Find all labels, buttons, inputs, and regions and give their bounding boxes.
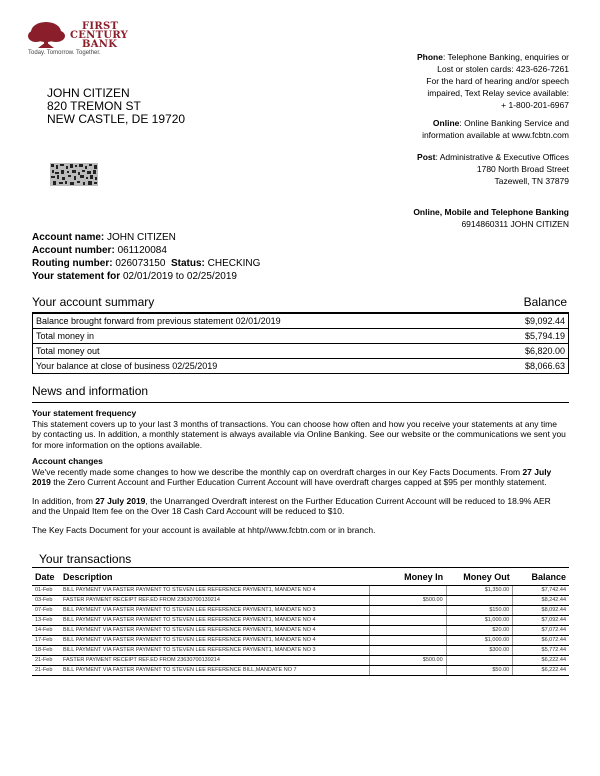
account-name-label: Account name: xyxy=(32,232,105,243)
transaction-money-in xyxy=(370,666,446,676)
transaction-balance: $7,092.44 xyxy=(513,616,569,626)
transaction-description: FASTER PAYMENT RECEIPT REF.ED FROM 23630700139214 xyxy=(60,596,370,606)
status-label: Status: xyxy=(170,258,205,269)
transactions-header-balance: Balance xyxy=(513,568,569,586)
contact-omt xyxy=(413,206,569,230)
routing-number-label: Routing number: xyxy=(32,258,113,269)
phone-line-3: For the hard of hearing and/or speech xyxy=(426,76,569,86)
post-label: Post xyxy=(417,152,436,162)
account-name-value: JOHN CITIZEN xyxy=(107,232,176,243)
transaction-description: BILL PAYMENT VIA FASTER PAYMENT TO STEVEN LEE REFERENCE PAYMENT1, MANDATE NO 4 xyxy=(60,586,370,596)
transaction-money-out: $1,350.00 xyxy=(446,586,513,596)
transactions-header-money-in: Money In xyxy=(370,568,446,586)
account-changes-paragraph-1 xyxy=(32,467,567,488)
transaction-date: 18-Feb xyxy=(32,646,60,656)
transactions-header-description: Description xyxy=(60,568,370,586)
transaction-date: 21-Feb xyxy=(32,656,60,666)
logo-line-1: FIRST xyxy=(82,21,119,32)
omt-value: 6914860311 JOHN CITIZEN xyxy=(461,219,569,229)
post-text: : Administrative & Executive Offices xyxy=(435,152,569,162)
transaction-money-in xyxy=(370,586,446,596)
changes-p2-c: , the Unarranged Overdraft interest on the Further Education Current Account will be reduced to 18.9% AER and the Unpaid Item fee on the Over 18 Cash Card Account will be reduced to $10. xyxy=(32,495,551,516)
transaction-balance: $6,222.44 xyxy=(513,656,569,666)
summary-row-value: $9,092.44 xyxy=(502,314,569,329)
transaction-money-in xyxy=(370,606,446,616)
transaction-balance: $7,742.44 xyxy=(513,586,569,596)
transaction-money-in xyxy=(370,616,446,626)
changes-p2-date: 27 July 2019 xyxy=(95,495,146,506)
phone-line-4: impaired, Text Relay sevice available: xyxy=(427,88,569,98)
key-facts-note: The Key Facts Document for your account is available at hhtp//www.fcbtn.com or in branch. xyxy=(32,524,376,535)
summary-row xyxy=(33,329,569,344)
changes-p1-c: the Zero Current Account and Further Education Current Account will have overdraft charges capped at $95 per monthly statement. xyxy=(50,477,547,487)
phone-line-2: Lost or stolen cards: 423-626-7261 xyxy=(437,64,569,74)
contact-phone xyxy=(417,51,569,111)
summary-row-value: $8,066.63 xyxy=(502,359,569,374)
transaction-money-in xyxy=(370,636,446,646)
recipient-name: JOHN CITIZEN xyxy=(47,86,130,100)
changes-p1-a: We've recently made some changes to how we describe the monthly cap on overdraft charges in our Key Facts Documents. From xyxy=(32,466,523,477)
summary-row xyxy=(33,314,569,329)
transaction-balance: $7,072.44 xyxy=(513,626,569,636)
table-row xyxy=(32,616,569,626)
routing-number-value: 026073150 xyxy=(115,258,166,269)
transaction-date: 21-Feb xyxy=(32,666,60,676)
table-row xyxy=(32,636,569,646)
online-label: Online xyxy=(432,118,460,128)
account-number-value: 061120084 xyxy=(117,245,167,256)
transaction-date: 17-Feb xyxy=(32,636,60,646)
omt-label: Online, Mobile and Telephone Banking xyxy=(413,207,569,217)
table-row xyxy=(32,656,569,666)
online-line-2: information available at www.fcbtn.com xyxy=(422,130,569,140)
phone-text: : Telephone Banking, enquiries or xyxy=(442,52,569,62)
online-text: : Online Banking Service and xyxy=(459,118,569,128)
transaction-description: FASTER PAYMENT RECEIPT REF.ED FROM 23630700139214 xyxy=(60,656,370,666)
changes-p1-date: 27 July 2019 xyxy=(32,466,552,487)
recipient-city: NEW CASTLE, DE 19720 xyxy=(47,112,186,126)
transaction-description: BILL PAYMENT VIA FASTER PAYMENT TO STEVEN LEE REFERENCE PAYMENT1, MANDATE NO 4 xyxy=(60,636,370,646)
summary-row xyxy=(33,359,569,374)
transaction-money-in xyxy=(370,626,446,636)
transactions-table xyxy=(32,567,569,676)
transactions-title: Your transactions xyxy=(39,552,132,566)
logo-line-3: BANK xyxy=(82,39,118,50)
transaction-money-in: $500.00 xyxy=(370,596,446,606)
transaction-balance: $6,072.44 xyxy=(513,636,569,646)
phone-label: Phone xyxy=(417,52,443,62)
transaction-money-out: $300.00 xyxy=(446,646,513,656)
transaction-balance: $6,222.44 xyxy=(513,666,569,676)
statement-period-value: 02/01/2019 to 02/25/2019 xyxy=(122,271,237,282)
transaction-money-out: $1,000.00 xyxy=(446,636,513,646)
transaction-money-out xyxy=(446,656,513,666)
news-body xyxy=(32,408,567,535)
transactions-header-money-out: Money Out xyxy=(446,568,513,586)
transaction-date: 01-Feb xyxy=(32,586,60,596)
transaction-balance: $8,242.44 xyxy=(513,596,569,606)
summary-title: Your account summary xyxy=(32,295,155,309)
statement-period-label: Your statement for xyxy=(32,271,121,282)
table-row xyxy=(32,666,569,676)
table-row xyxy=(32,626,569,636)
summary-row-label: Your balance at close of business 02/25/2019 xyxy=(33,359,503,374)
summary-header xyxy=(32,297,569,313)
bank-tagline: Today. Tomorrow. Together. xyxy=(28,50,101,56)
post-line-2: 1780 North Broad Street xyxy=(476,164,569,174)
account-changes-heading: Account changes xyxy=(32,456,103,466)
summary-row-label: Total money out xyxy=(33,344,503,359)
statement-frequency-heading: Your statement frequency xyxy=(32,408,137,418)
summary-row-label: Balance brought forward from previous statement 02/01/2019 xyxy=(33,314,503,329)
table-row xyxy=(32,596,569,606)
transaction-description: BILL PAYMENT VIA FASTER PAYMENT TO STEVEN LEE REFERENCE PAYMENT1, MANDATE NO 3 xyxy=(60,606,370,616)
summary-row xyxy=(33,344,569,359)
table-row xyxy=(32,586,569,596)
summary-row-value: $5,794.19 xyxy=(502,329,569,344)
transaction-date: 07-Feb xyxy=(32,606,60,616)
account-number-label: Account number: xyxy=(32,245,115,256)
changes-p2-a: In addition, from xyxy=(32,495,96,506)
transaction-date: 14-Feb xyxy=(32,626,60,636)
transaction-money-out: $1,000.00 xyxy=(446,616,513,626)
transaction-money-out: $50.00 xyxy=(446,666,513,676)
transaction-money-out xyxy=(446,596,513,606)
account-changes-paragraph-2 xyxy=(32,496,567,517)
transaction-balance: $8,092.44 xyxy=(513,606,569,616)
summary-table xyxy=(32,313,569,374)
transaction-date: 13-Feb xyxy=(32,616,60,626)
table-row xyxy=(32,646,569,656)
transaction-description: BILL PAYMENT VIA FASTER PAYMENT TO STEVEN LEE REFERENCE PAYMENT1, MANDATE NO 4 xyxy=(60,626,370,636)
transaction-description: BILL PAYMENT VIA FASTER PAYMENT TO STEVEN LEE REFERENCE PAYMENT1, MANDATE NO 3 xyxy=(60,646,370,656)
table-row xyxy=(32,606,569,616)
transactions-header-date: Date xyxy=(32,568,60,586)
transaction-money-out: $150.00 xyxy=(446,606,513,616)
phone-line-5: + 1-800-201-6967 xyxy=(501,100,569,110)
contact-online xyxy=(422,117,569,141)
transaction-money-in: $500.00 xyxy=(370,656,446,666)
transaction-balance: $5,772.44 xyxy=(513,646,569,656)
post-line-3: Tazewell, TN 37879 xyxy=(494,176,569,186)
logo-line-2: CENTURY xyxy=(70,30,129,41)
account-details xyxy=(32,231,260,283)
contact-post xyxy=(417,151,569,187)
summary-balance-header: Balance xyxy=(523,295,567,309)
recipient-address xyxy=(47,87,185,126)
transaction-money-in xyxy=(370,646,446,656)
recipient-street: 820 TREMON ST xyxy=(47,99,141,113)
transaction-description: BILL PAYMENT VIA FASTER PAYMENT TO STEVEN LEE REFERENCE PAYMENT1, MANDATE NO 4 xyxy=(60,616,370,626)
transaction-date: 03-Feb xyxy=(32,596,60,606)
summary-row-value: $6,820.00 xyxy=(502,344,569,359)
statement-frequency-text: This statement covers up to your last 3 months of transactions. You can choose how often and how you receive your statements at any time by contacting us. In addition, a monthly statement is always available via Online Banking. See our website or the communications we sent you for more information on the options available. xyxy=(32,418,566,450)
barcode-image xyxy=(50,163,98,186)
transaction-money-out: $20.00 xyxy=(446,626,513,636)
summary-row-label: Total money in xyxy=(33,329,503,344)
status-value: CHECKING xyxy=(207,258,261,269)
bank-logo-text xyxy=(70,22,128,49)
news-title: News and information xyxy=(32,384,569,403)
transaction-description: BILL PAYMENT VIA FASTER PAYMENT TO STEVEN LEE REFERENCE BILL,MANDATE NO 7 xyxy=(60,666,370,676)
